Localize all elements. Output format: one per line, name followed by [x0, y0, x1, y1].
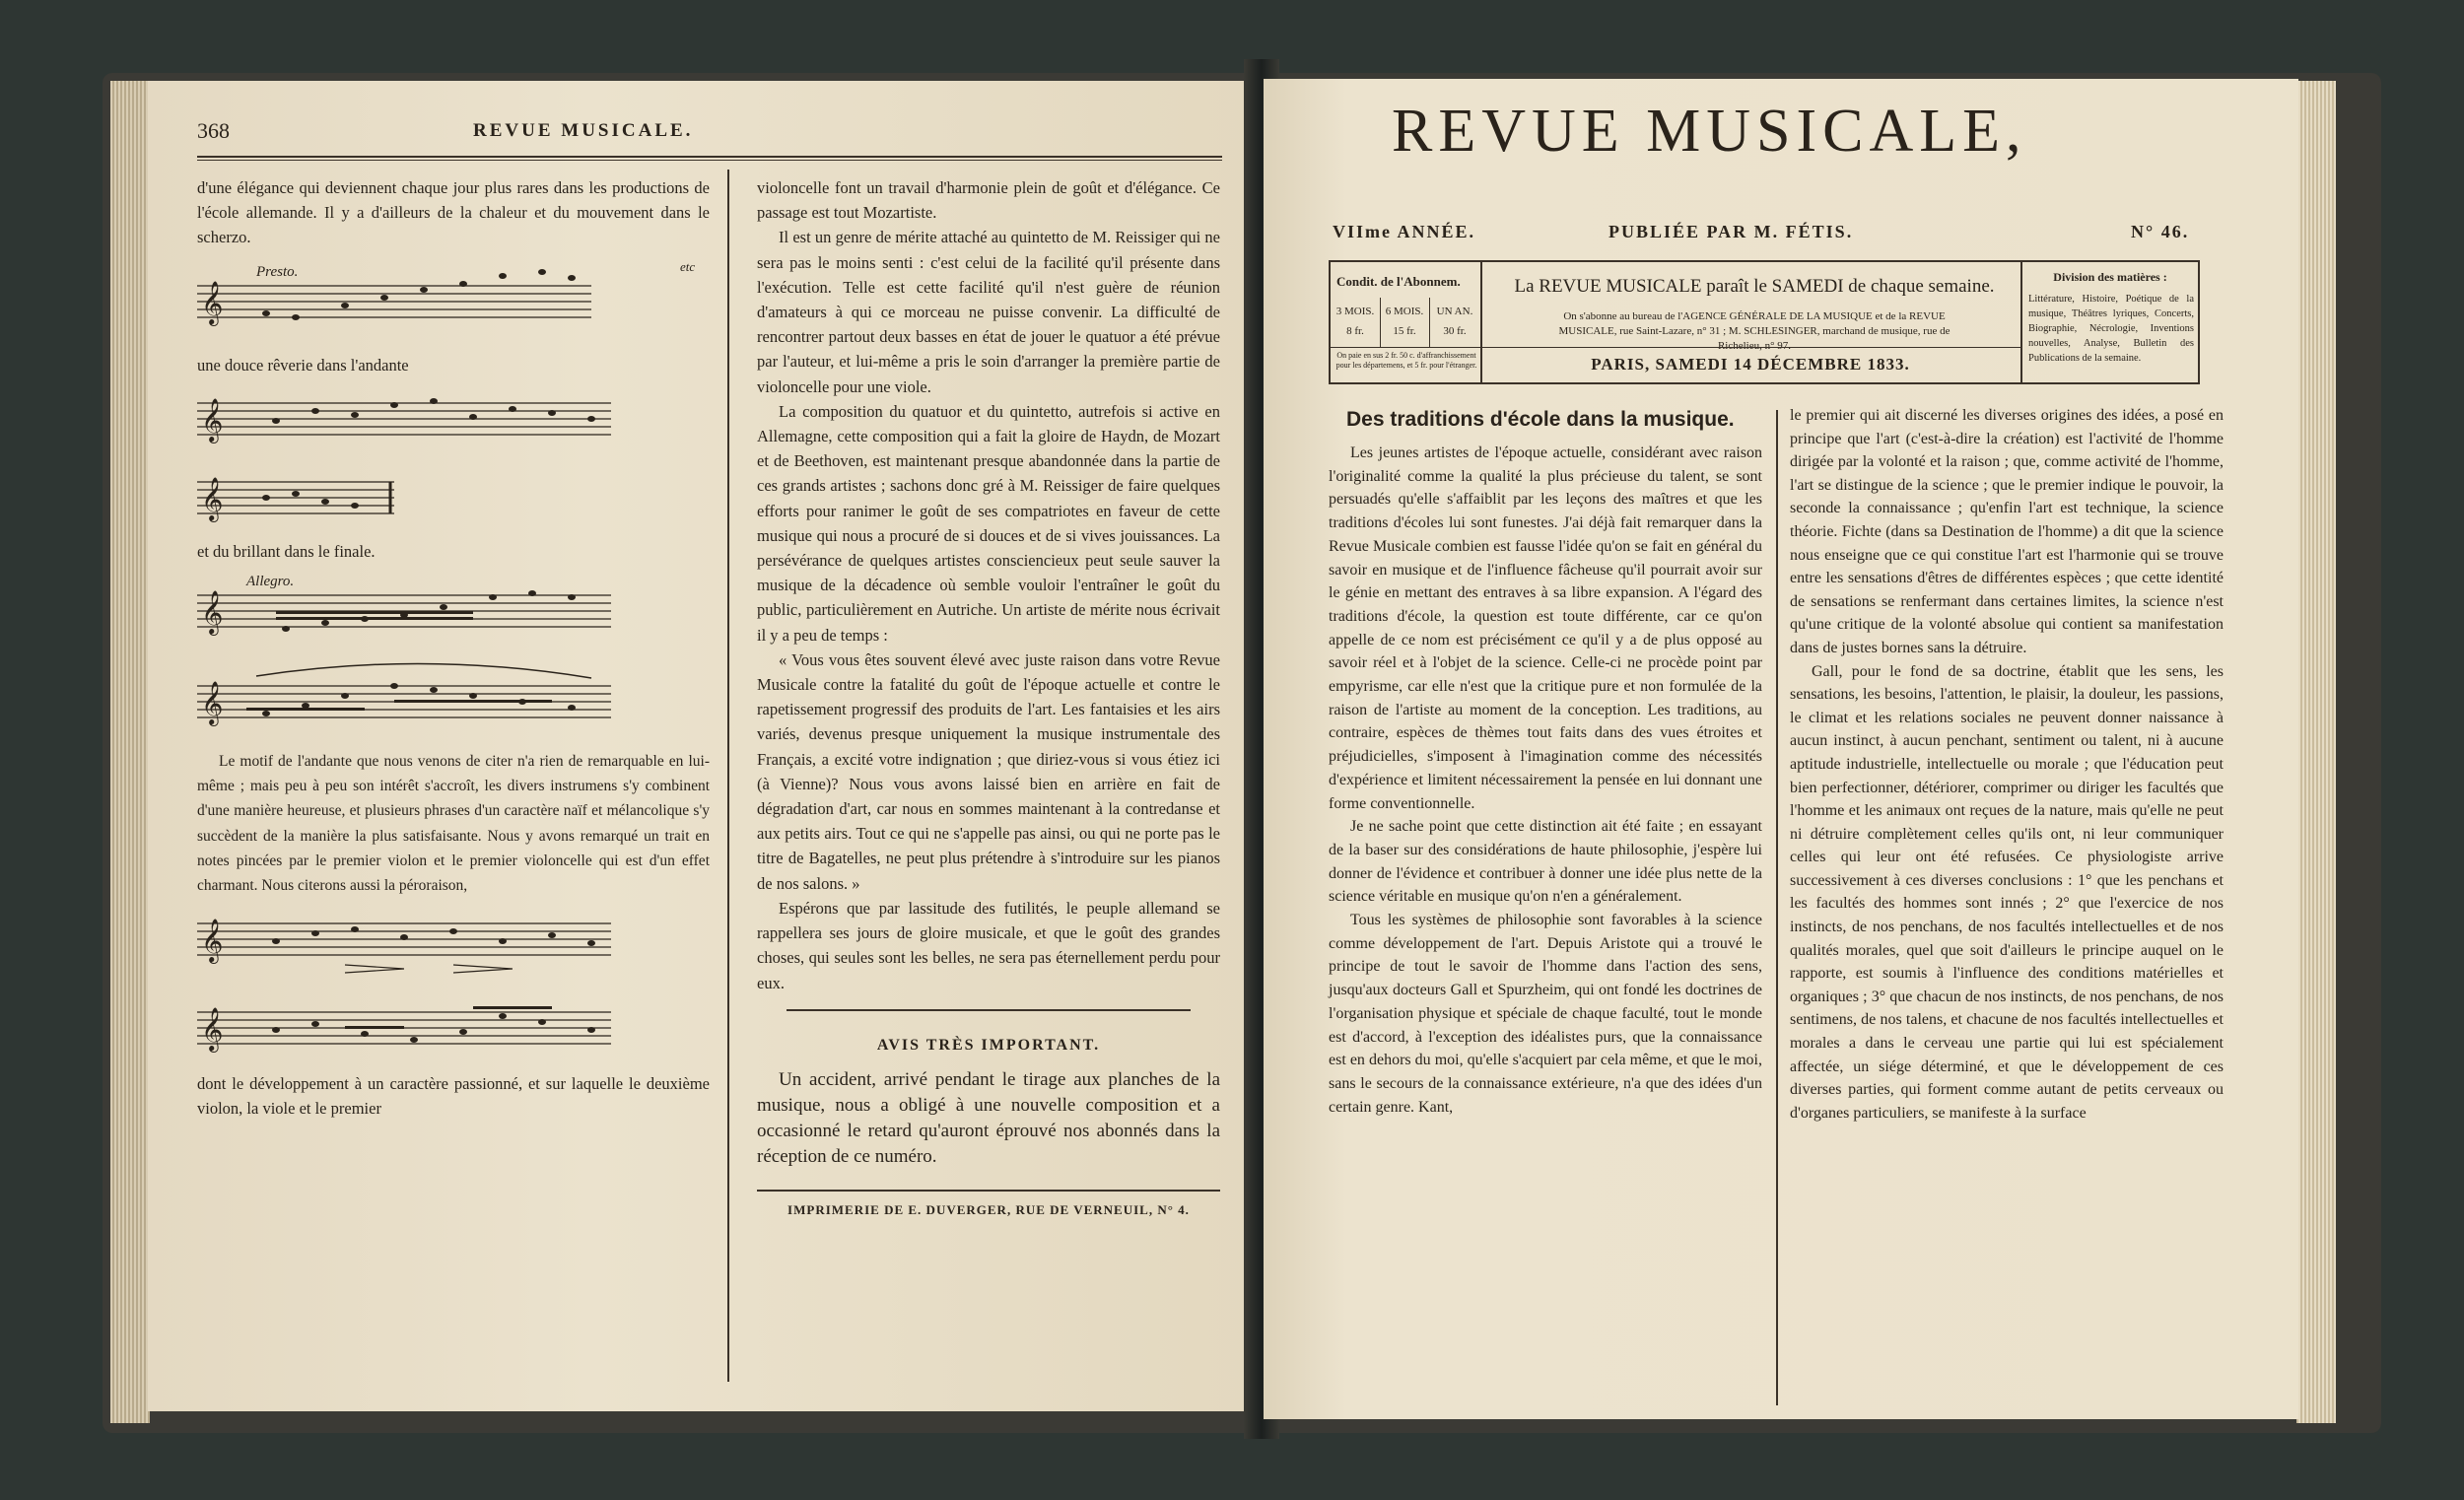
price-value: 30 fr.: [1443, 325, 1467, 337]
music-excerpt-andante-2: [197, 460, 710, 535]
music-staff: [197, 381, 710, 456]
box-divider: [2020, 262, 2022, 382]
music-excerpt-peroraison-1: [197, 902, 710, 983]
masthead-title: REVUE MUSICALE,: [1392, 98, 2027, 165]
subscription-box: [1329, 260, 2200, 384]
svg-text:𝄞: 𝄞: [201, 399, 224, 442]
page-edges-right: [2296, 81, 2336, 1423]
issue-number: N° 46.: [2131, 222, 2190, 241]
svg-text:𝄞: 𝄞: [201, 282, 224, 324]
division-title: Division des matières :: [2053, 270, 2167, 284]
subscribe-info: On s'abonne au bureau de l'AGENCE GÉNÉRALE DE LA MUSIQUE et de la REVUE MUSICALE, rue Saint-Lazare, n° 31 ; M. SCHLESINGER, marchand de musique, rue de Richelieu, n° 97.: [1558, 310, 1951, 352]
paragraph: « Vous vous êtes souvent élevé avec juste raison dans votre Revue Musicale contre la fatalité du goût de l'époque actuelle et contre le rapetissement progressif des produits de l'art. Les fantaisies et les airs variés, devenus presque uniquement la musique instrumentale des Français, a excité votre indignation ; que diriez-vous si vous étiez ici (à Vienne)? Nous vous avons laissé bien en arrière en fait de dégradation d'art, car nous en sommes maintenant à la contredanse et aux petits airs. Tout ce qui ne s'appelle pas ainsi, ou qui ne porte pas le titre de Bagatelles, ne peut plus prétendre à s'introduire sur les pianos de nos salons. »: [757, 649, 1220, 893]
music-staff: [197, 656, 710, 745]
paragraph: La composition du quatuor et du quintetto, autrefois si active en Allemagne, cette composition qui a fait la gloire de Haydn, de Mozart et de Beethoven, est maintenant presque abandonnée dans la partie de ces grands artistes ; sachons donc gré à M. Reissiger de faire quelques efforts pour ranimer le goût de ses compatriotes en faveur de cette musique qui nous a procuré de si douces et de si vives jouissances. La persévérance de quelques artistes consciencieux peut seule sauver la musique de la décadence où semble vouloir l'entraîner le goût du public, particulièrement en Autriche. Un artiste de mérite nous écrivait il y a peu de temps :: [757, 401, 1220, 645]
price-value: 8 fr.: [1346, 325, 1364, 337]
tempo-marking: Presto.: [256, 263, 299, 280]
svg-text:𝄞: 𝄞: [201, 683, 224, 725]
music-staff: [197, 254, 710, 349]
paragraph: Tous les systèmes de philosophie sont favorables à la science comme développement de l'art. Depuis Aristote qui a trouvé le principe de tout le savoir de l'homme dans l'action des sens, jusqu'aux docteurs Gall et Spurzheim, qui ont fondé les doctrines de l'organisation physique et spéciale de chaque faculté, tout le monde est d'accord, à l'exception des idéalistes purs, que la connaissance est en dehors du moi, qu'elle s'acquiert par cela même, et que le moi, sans le secours de la connaissance extérieure, n'a que des idées d'un certain genre. Kant,: [1329, 912, 1762, 1116]
paragraph: Il est un genre de mérite attaché au quintetto de M. Reissiger qui ne sera pas le moins senti : c'est celui de la facilité qu'il présente dans l'exécution. Telle est cette facilité qu'il n'est guère de réunion d'amateurs à qui ce morceau ne puisse convenir. La difficulté de rencontrer partout deux basses en état de jouer le quatuor a été prévue par l'auteur, et lui-même a pris le soin d'arranger la première partie de violoncelle pour une viole.: [757, 228, 1220, 396]
imprint-rule: [757, 1190, 1220, 1192]
paragraph: Espérons que par lassitude des futilités, le peuple allemand se rappellera ses jours de gloire musicale, et que le goût des grandes choses, qui seules sont les belles, ne sera pas éternellement perdu pour eux.: [757, 898, 1220, 992]
music-caption: une douce rêverie dans l'andante: [197, 355, 409, 375]
left-column-1: [197, 175, 710, 1122]
running-header: [197, 118, 1183, 148]
music-excerpt-allegro-1: [197, 568, 710, 652]
conditions-title: Condit. de l'Abonnem.: [1336, 274, 1461, 289]
paragraph: Gall, pour le fond de sa doctrine, établit que les sens, les sensations, les besoins, l'attention, le plaisir, la douleur, les passions, le climat et les relations sociales ne peuvent donner naissance à aucun instinct, à aucun penchant, sentiment ou talent, ni à aucune aptitude industrielle, intellectuelle ou morale ; que l'éducation peut bien perfectionner, détériorer, comprimer ou diriger les facultés que l'homme et les animaux ont reçues de la nature, mais qu'elle ne peut ni détruire complètement celles qu'ils ont, ni leur communiquer celles qui leur ont été refusées. Ce physiologiste arrive successivement à ces diverses conclusions : 1° que les penchans et les facultés des hommes sont innés ; 2° que l'exercice de nos instincts, de nos penchans, de nos facultés intellectuelles et de nos qualités morales, quel que soit d'ailleurs le principe auquel on le rapporte, est soumis à l'influence des conditions matérielles et organiques ; 3° que chacun de nos instincts, de nos penchans, de nos sentimens, de nos talens, et chacune de nos facultés intellectuelles et morales a dans le cerveau une partie qui lui est spécialement affectée, un siége déterminé, et que le développement de ces diverses parties, qui forment comme autant de petits cerveaux ou d'organes particuliers, se manifeste à la surface: [1790, 662, 2224, 1122]
box-divider: [1480, 347, 2020, 348]
music-staff: [197, 902, 710, 983]
section-rule: [787, 1009, 1191, 1011]
price-term: 6 MOIS.: [1385, 306, 1424, 317]
svg-text:𝄞: 𝄞: [201, 592, 224, 635]
right-column-1: [1329, 442, 1762, 1119]
imprint: IMPRIMERIE DE E. DUVERGER, RUE DE VERNEUIL, N° 4.: [787, 1201, 1190, 1217]
left-column-2: [757, 175, 1220, 1222]
division-text: Littérature, Histoire, Poétique de la musique, Théâtres lyriques, Concerts, Biographie, Nécrologie, Inventions nouvelles, Analyse, Bulletin des Publications de la semaine.: [2028, 294, 2194, 364]
svg-text:𝄞: 𝄞: [201, 478, 224, 520]
paragraph: le premier qui ait discerné les diverses origines des idées, a posé en principe que l'art (c'est-à-dire la création) est l'activité de l'homme dirigée par la volonté et la raison ; que, comme activité de l'homme, l'art se distingue de la science ; que le premier indique le pouvoir, la seconde la connaissance ; qu'enfin l'art est technique, la science théorie. Fichte (dans sa Destination de l'homme) a dit que la science nous enseigne que ce qui constitue l'art est l'harmonie qui se trouve entre les sensations d'êtres de différentes espèces ; que cette identité de sensations se renfermant dans certaines limites, la science n'est qu'une critique de la volonté absolue qui contient sa manifestation dans de justes bornes sans la détruire.: [1790, 407, 2224, 656]
article-title: Des traditions d'école dans la musique.: [1346, 408, 1735, 431]
svg-text:𝄞: 𝄞: [201, 1009, 224, 1052]
paragraph: Les jeunes artistes de l'époque actuelle, considérant avec raison l'originalité comme la qualité la plus précieuse du talent, se sont persuadés qu'elle s'affaiblit par les leçons des maîtres et que les traditions d'écoles lui sont funestes. J'ai déjà fait remarquer dans la Revue Musicale combien est fausse l'idée qu'on se fait en général du savoir en musique et de l'influence fâcheuse qu'il pourrait avoir sur le génie en mettant des entraves à sa libre expansion. A l'égard des traditions d'école, la question est toute différente, car ce qu'on appelle de ce nom est précisément ce qu'il y a de plus opposé au savoir réel et à l'objet de la science. Celle-ci ne procède point par empyrisme, car elle n'est que la critique pure et non formulée de la raison de l'artiste au moment de la conception. Les traditions, au contraire, espèces de thèmes tout faits dans des vues étroites et préjudicielles, s'imposent à l'imagination comme des nécessités d'expérience et limitent nécessairement la pensée en lui donnant une forme conventionnelle.: [1329, 444, 1762, 812]
paragraph: Le motif de l'andante que nous venons de citer n'a rien de remarquable en lui-même ; mais peu à peu son intérêt s'accroît, les divers instrumens s'y combinent d'une manière heureuse, et plusieurs phrases d'un caractère naïf et mélancolique s'y succèdent de la manière la plus satisfaisante. Nous y avons remarqué un trait en notes pincées par le premier violon et le premier violoncelle qui est d'un effet charmant. Nous citerons aussi la péroraison,: [197, 753, 710, 895]
box-divider: [1331, 347, 1480, 348]
paragraph: violoncelle font un travail d'harmonie plein de goût et d'élégance. Ce passage est tout Mozartiste.: [757, 178, 1220, 223]
notice-title: AVIS TRÈS IMPORTANT.: [876, 1036, 1101, 1054]
running-title: REVUE MUSICALE.: [473, 120, 694, 141]
header-rule: [197, 156, 1222, 161]
column-rule: [727, 170, 729, 1382]
etc-marking: etc: [680, 258, 696, 274]
page-edges-left: [110, 81, 150, 1423]
music-caption: et du brillant dans le finale.: [197, 541, 376, 561]
price-value: 15 fr.: [1393, 325, 1416, 337]
right-page: [1264, 79, 2298, 1419]
paragraph: dont le développement à un caractère passionné, et sur laquelle le deuxième violon, la viole et le premier: [197, 1074, 710, 1119]
music-staff: [197, 460, 710, 535]
music-excerpt-andante-1: [197, 381, 710, 456]
volume-year: VIIme ANNÉE.: [1333, 222, 1476, 241]
music-excerpt-presto: [197, 254, 710, 349]
conditions-note: On paie en sus 2 fr. 50 c. d'affranchissement pour les départemens, et 5 fr. pour l'étranger.: [1335, 351, 1477, 370]
notice-text: Un accident, arrivé pendant le tirage aux planches de la musique, nous a obligé à une nouvelle composition et a occasionné le retard qu'auront éprouvé nos abonnés dans la réception de ce numéro.: [757, 1068, 1220, 1167]
publisher-line: PUBLIÉE PAR M. FÉTIS.: [1608, 222, 1854, 241]
music-staff: [197, 987, 710, 1067]
issue-date: PARIS, SAMEDI 14 DÉCEMBRE 1833.: [1591, 355, 1910, 374]
music-excerpt-peroraison-2: [197, 987, 710, 1067]
music-staff: [197, 568, 710, 652]
tempo-marking: Allegro.: [246, 574, 295, 590]
column-rule: [1776, 410, 1778, 1405]
music-excerpt-allegro-2: [197, 656, 710, 745]
svg-text:𝄞: 𝄞: [201, 920, 224, 963]
paragraph: d'une élégance qui deviennent chaque jour plus rares dans les productions de l'école allemande. Il y a d'ailleurs de la chaleur et du mouvement dans le scherzo.: [197, 178, 710, 247]
right-column-2: [1790, 404, 2224, 1125]
left-page: [148, 81, 1258, 1411]
price-term: UN AN.: [1436, 306, 1473, 317]
box-headline: La REVUE MUSICALE paraît le SAMEDI de chaque semaine.: [1514, 276, 1995, 297]
page-number: 368: [197, 118, 230, 143]
price-term: 3 MOIS.: [1335, 306, 1375, 317]
paragraph: Je ne sache point que cette distinction ait été faite ; en essayant de la baser sur des considérations de haute philosophie, j'espère lui donner de l'évidence et contribuer à donner une idée plus nette de la science véritable en musique qu'on n'en a généralement.: [1329, 818, 1762, 906]
